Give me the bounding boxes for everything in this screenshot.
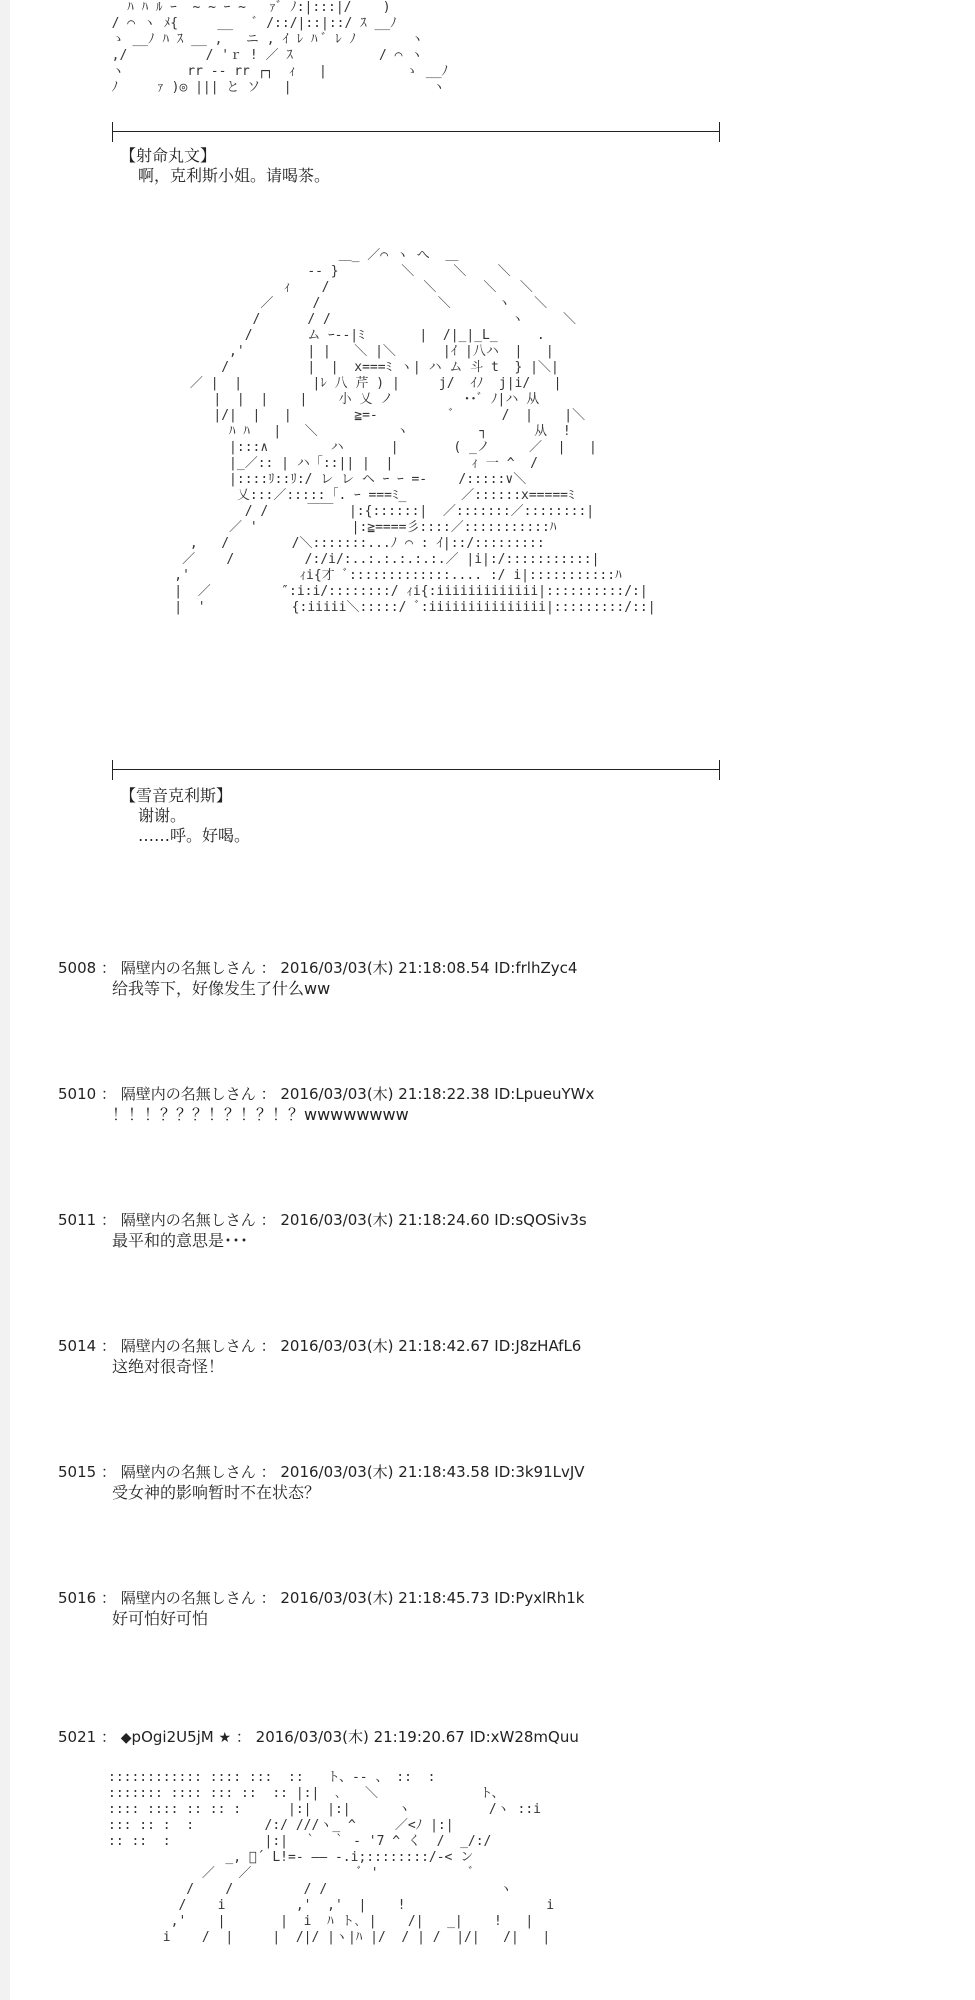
reply-post [58,1588,918,1630]
speaker-label: 【雪音克利斯】 [120,786,233,805]
post-id[interactable]: ID:3k91LvJV [494,1463,585,1481]
post-separator: ： [260,1337,276,1355]
post-header [58,1336,918,1356]
post-number[interactable]: 5016 [58,1589,97,1607]
post-header [58,1462,918,1482]
post-date: 2016/03/03(木) 21:18:43.58 [280,1463,490,1481]
reply-post [58,1336,918,1378]
post-author: 隔壁内の名無しさん [120,1211,256,1229]
post-date: 2016/03/03(木) 21:18:08.54 [280,959,490,977]
post-separator: ： [235,1728,251,1746]
post-body: ！！！？？？！？！？！？wwwwwwww [112,1105,409,1124]
post-separator: ： [260,1463,276,1481]
reply-post [58,1462,918,1504]
post-date: 2016/03/03(木) 21:18:45.73 [280,1589,490,1607]
post-date: 2016/03/03(木) 21:19:20.67 [255,1728,465,1746]
post-separator: ： [260,959,276,977]
post-number[interactable]: 5010 [58,1085,97,1103]
author-post [58,1727,918,1748]
post-number[interactable]: 5008 [58,959,97,977]
post-author: 隔壁内の名無しさん [120,1463,256,1481]
post-author: 隔壁内の名無しさん [120,1085,256,1103]
post-date: 2016/03/03(木) 21:18:22.38 [280,1085,490,1103]
post-body: 好可怕好可怕 [112,1609,209,1628]
post-id[interactable]: ID:J8zHAfL6 [494,1337,582,1355]
post-date: 2016/03/03(木) 21:18:42.67 [280,1337,490,1355]
post-body: 受女神的影响暂时不在状态？ [112,1483,321,1502]
post-tripcode: pOgi2U5jM [131,1728,214,1746]
post-id[interactable]: ID:frlhZyc4 [494,959,578,977]
post-header [58,1588,918,1608]
reply-post [58,1210,918,1252]
post-id[interactable]: ID:sQOSiv3s [494,1211,587,1229]
panel-divider [112,122,720,142]
star-icon: ★ [218,1730,232,1746]
speech-lines [138,166,330,186]
post-author: 隔壁内の名無しさん [120,1589,256,1607]
post-id[interactable]: ID:xW28mQuu [469,1728,579,1746]
ascii-art-character: ＿_ ／⌒ ヽ へ ＿ -‐ } ＼ ＼ ＼ ｨ / ＼ ＼ ＼ ／ / ＼ ヽ ＼ / / / ヽ ＼ / ム ｰ‐-|ﾐ | /|_|_L_ . ,' | | ＼ |＼ |ｲ |八ハ | | / | | x===ﾐ ヽ| ハ ム 斗 t } |＼| ／ | | |ﾚ 八 芹 ) | j/ ｲﾉ j|i/ | | | | | 小 乂 ノ ･･ﾞ ﾉ|ハ 从 |/| | | ≧=- ﾞ / | |＼ ﾊ ﾊ | ＼ ヽ ┐ 从 ! |:::∧ ハ | ( _ノ ／ | | |_／:: | ハ「::|| | | ｨ 一 ^ / |::::ﾘ::ﾘ:/ レ レ ヘ ｰ ｰ =- /:::::∨＼ 乂:::／:::::「. ｰ ===ﾐ_ ／::::::x=====ﾐ / / ￣￣ |:{::::::| ／:::::::／::::::::| ／ ' |:≧====彡::::／:::::::::::ﾊ , / /＼:::::::...ﾉ ⌒ : ｲ|::/::::::::: ／ / /:/i/:..:.:.:.:.:.／ |i|:/:::::::::::| ,' ｨi{才 ﾞ:::::::::::::.... :/ i|:::::::::::ﾊ | ／ ″:i:i/::::::::/ ｨi{:iiiiiiiiiiiii|::::::::::/:| | ' {:iiiii＼:::::/ ﾞ:iiiiiiiiiiiiiii|:::::::::/::| [174,248,656,615]
ascii-art-bottom: :::::::::::: :::: ::: :: ト、‐- 、 :: : ::::::: :::: ::: :: :: |:| ､ ＼ ト、 :::: :::: :: :: : |:| |:| ヽ /ヽ ::i ::: :: : : /:/ ///ヽ_ ^ ／<ﾉ |:| :: :: : |:| ｀ ｀ ‐ '7 ^ く / _/:/ _, ﾞ´ L!=‐ ―― -.i;::::::::/-< ン ／ ／ ﾞ ' ﾞ / / / / ヽ / i ,' ,' | ! i ,' | | i ﾊ ト､ | /| _| ! | i / | | /|/ |ヽ|ﾊ |/ / | / |/| /| | [108,1770,555,1945]
post-date: 2016/03/03(木) 21:18:24.60 [280,1211,490,1229]
speech-lines [138,806,250,846]
post-id[interactable]: ID:LpueuYWx [494,1085,595,1103]
post-separator: ： [100,959,116,977]
post-separator: ： [100,1211,116,1229]
post-separator: ： [100,1728,116,1746]
post-number[interactable]: 5021 [58,1728,97,1746]
reply-post [58,958,918,1000]
ascii-art-top: ﾊ ﾊ ﾙ ｰ ~ ~ ｰ ~ ｧﾞ ﾉ:|:::|/ ) / ⌒ ヽ ﾒ{ __ ﾞ /::/|::|::/ ｽ __ﾉ ゝ __ﾉ ﾊ ｽ __ , ニ , ｲ ﾚ ﾊ ﾞ ﾚ ﾉ ヽ ,/ / 'ｒ ! ／ ｽ / ⌒ ヽ ヽ rr ‐‐ rr ┌┐ ｨ | ゝ __ﾉ ﾉ ｧ )◎ ||| と ソ | ヽ [111,0,449,95]
post-header [58,1727,918,1748]
post-separator: ： [260,1589,276,1607]
speech-line: 谢谢。 [138,806,187,825]
speech-line: ……呼。好喝。 [138,826,251,845]
post-number[interactable]: 5014 [58,1337,97,1355]
post-header [58,1084,918,1104]
page-margin-strip [0,0,10,2000]
post-separator: ： [260,1211,276,1229]
post-number[interactable]: 5011 [58,1211,97,1229]
post-body: 给我等下，好像发生了什么ww [112,979,331,998]
post-id[interactable]: ID:PyxlRh1k [494,1589,585,1607]
post-number[interactable]: 5015 [58,1463,97,1481]
post-body: 最平和的意思是･･･ [112,1231,249,1250]
post-separator: ： [260,1085,276,1103]
trip-diamond-icon: ◆ [120,1730,132,1746]
post-separator: ： [100,1337,116,1355]
post-header [58,958,918,978]
post-author: 隔壁内の名無しさん [120,959,256,977]
speaker-label: 【射命丸文】 [120,146,217,165]
reply-post [58,1084,918,1126]
panel-divider [112,760,720,780]
post-author: 隔壁内の名無しさん [120,1337,256,1355]
post-body: 这绝对很奇怪！ [112,1357,225,1376]
post-header [58,1210,918,1230]
speech-line: 啊，克利斯小姐。请喝茶。 [138,166,331,185]
post-separator: ： [100,1085,116,1103]
post-separator: ： [100,1589,116,1607]
post-separator: ： [100,1463,116,1481]
